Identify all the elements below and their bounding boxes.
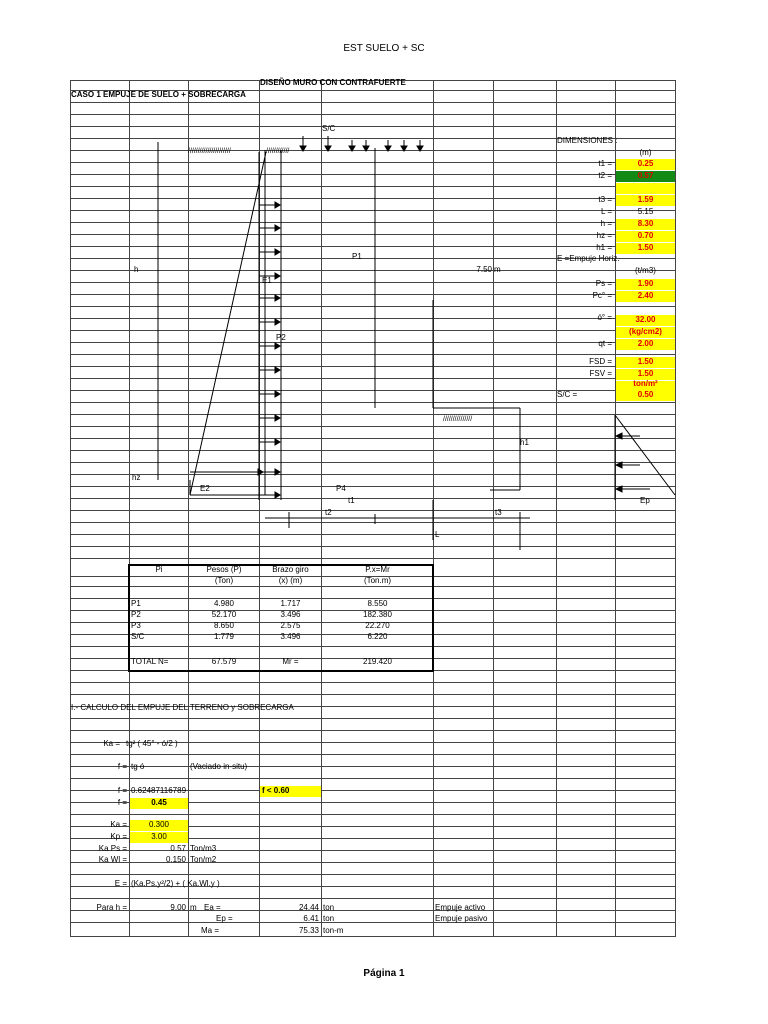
qt-dim-label: qt = [598,339,612,348]
E-formula: (Ka.Ps.y²/2) + ( Ka.Wl.y ) [131,879,220,888]
f-check: f < 0.60 [262,786,290,795]
Ps-dim-value: 1.90 [637,279,654,288]
KaWl-value: 0.150 [165,855,186,864]
L-dim-label: L = [600,207,612,216]
table-header: Pesos (P) [206,565,242,574]
page-header: EST SUELO + SC [343,43,425,54]
f-raw-value: 0.62487116789 [131,786,187,795]
table-cell: P2 [131,610,141,619]
p1-label: P1 [352,252,362,261]
table-header: Pi [155,565,163,574]
Ep-unit: ton [323,914,335,923]
table-cell: 8.650 [213,621,235,630]
FSD-dim-label: FSD = [589,357,612,366]
t2-label: t2 [325,508,332,517]
f-value: 0.45 [151,798,167,807]
h-dim-value: 8.30 [637,219,654,228]
h1-dim-label: h1 = [596,243,612,252]
Ea-value: 24.44 [298,903,319,912]
para-unit: m [190,903,197,912]
mr-label: Mr = [282,657,299,666]
Ma-label: Ma = [201,926,220,935]
p4-label: P4 [336,484,346,493]
unit-tm3: (t/m3) [635,266,656,275]
para-label: Para h = [96,903,127,912]
page-footer: Página 1 [363,968,405,979]
t1-dim-value: 0.25 [637,159,654,168]
t1-dim-label: t1 = [598,159,612,168]
calc-section-title: I.- CALCULO DEL EMPUJE DEL TERRENO y SOBRECARGA [71,703,294,712]
table-cell: 22.270 [365,621,390,630]
f-label: f = [117,798,127,807]
KaPs-label: Ka Ps = [98,844,127,853]
Ma-value: 75.33 [298,926,319,935]
Kp-value: 3.00 [151,832,167,841]
design-title: DISEÑO MURO CON CONTRAFUERTE [260,78,406,87]
FSV-dim-value: 1.50 [637,369,654,378]
table-cell: 182.380 [363,610,392,619]
total-label: TOTAL N= [131,657,169,666]
unit-tonm2: ton/m² [633,379,658,388]
Ps-dim-label: Ps = [595,279,612,288]
Ep-label: Ep = [216,914,233,923]
KaWl-unit: Ton/m2 [190,855,217,864]
h-label: h [134,265,139,274]
Kp-label: Kp = [110,832,127,841]
KaPs-unit: Ton/m3 [190,844,217,853]
case-title: CASO 1 EMPUJE DE SUELO + SOBRECARGA [71,90,246,99]
Ea-unit: ton [323,903,335,912]
para-value: 9.00 [170,903,186,912]
table-cell: 6.220 [367,632,388,641]
qt-dim-value: 2.00 [637,339,654,348]
Pc-dim-value: 2.40 [637,291,654,300]
Ka-label: Ka = [110,820,127,829]
t2-dim-value: 0.57 [637,171,654,180]
t3-label: t3 [495,508,502,517]
t3-dim-label: t3 = [598,195,612,204]
Ea-label: Ea = [204,903,221,912]
h1-label: h1 [520,438,529,447]
h-dim-label: h = [600,219,612,228]
f-label: f = [117,762,127,771]
unit-kgcm2: (kg/cm2) [629,327,662,336]
table-cell: 3.496 [280,610,301,619]
SC-dim-label: S/C = [557,390,578,399]
t2-dim-label: t2 = [598,171,612,180]
t3-dim-value: 1.59 [637,195,654,204]
FSD-dim-value: 1.50 [637,357,654,366]
table-cell: S/C [131,632,145,641]
t1-label: t1 [348,496,355,505]
base-hatch-label: /////////////// [443,416,473,423]
mr-value: 219.420 [363,657,392,666]
hatch-label: ////////////////////// [188,148,231,155]
Ep-note: Empuje pasivo [435,914,488,923]
total-value: 67.579 [211,657,237,666]
table-header: (Ton) [214,576,234,585]
table-cell: P1 [131,599,141,608]
phi-dim-value: 32.00 [635,315,656,324]
spreadsheet-grid [70,80,676,937]
height-value: 7.50 [476,265,492,274]
height-unit: m [494,265,501,274]
ep-label: Ep [640,496,650,505]
f-note: (Vaciado in-situ) [190,762,248,771]
f-label: f = [117,786,127,795]
e2-label: E2 [200,484,210,493]
Ka-value: 0.300 [148,820,170,829]
E-label: E = [114,879,127,888]
Ma-unit: ton-m [323,926,344,935]
E-dim-label: E =Empuje Horiz. [557,254,620,263]
hz-dim-label: hz = [596,231,612,240]
L-dim-value: 5.15 [637,207,654,216]
p2-label: P2 [276,333,286,342]
SC-dim-value: 0.50 [637,390,654,399]
ka-formula: tg² ( 45° - ó/2 ) [126,739,178,748]
KaWl-label: Ka Wl = [98,855,127,864]
Ea-note: Empuje activo [435,903,486,912]
table-cell: 52.170 [211,610,237,619]
unit-m: (m) [639,148,652,157]
FSV-dim-label: FSV = [589,369,612,378]
table-header: Brazo giro [272,565,309,574]
table-cell: 4.980 [213,599,235,608]
hz-dim-value: 0.70 [637,231,654,240]
table-cell: 8.550 [367,599,388,608]
table-cell: P3 [131,621,141,630]
table-cell: 1.779 [213,632,235,641]
e1-label: E1 [262,276,272,285]
table-header: P.x=Mr [365,565,390,574]
Ep-value: 6.41 [303,914,319,923]
ka-label: Ka = [103,739,120,748]
hatch-label: //////////// [266,148,290,155]
KaPs-value: 0.57 [170,844,186,853]
h1-dim-value: 1.50 [637,243,654,252]
l-label: L [435,530,440,539]
dims-title: DIMENSIONES : [557,136,618,145]
table-cell: 1.717 [280,599,301,608]
f-formula: tg ó [131,762,145,771]
Pc-dim-label: Pc° = [592,291,612,300]
table-cell: 2.575 [280,621,301,630]
sc-label: S/C [322,124,336,133]
table-header: (x) (m) [278,576,303,585]
table-header: (Ton.m) [363,576,392,585]
hz-label: hz [132,473,141,482]
phi-dim-label: ó° = [597,313,612,322]
table-cell: 3.496 [280,632,301,641]
